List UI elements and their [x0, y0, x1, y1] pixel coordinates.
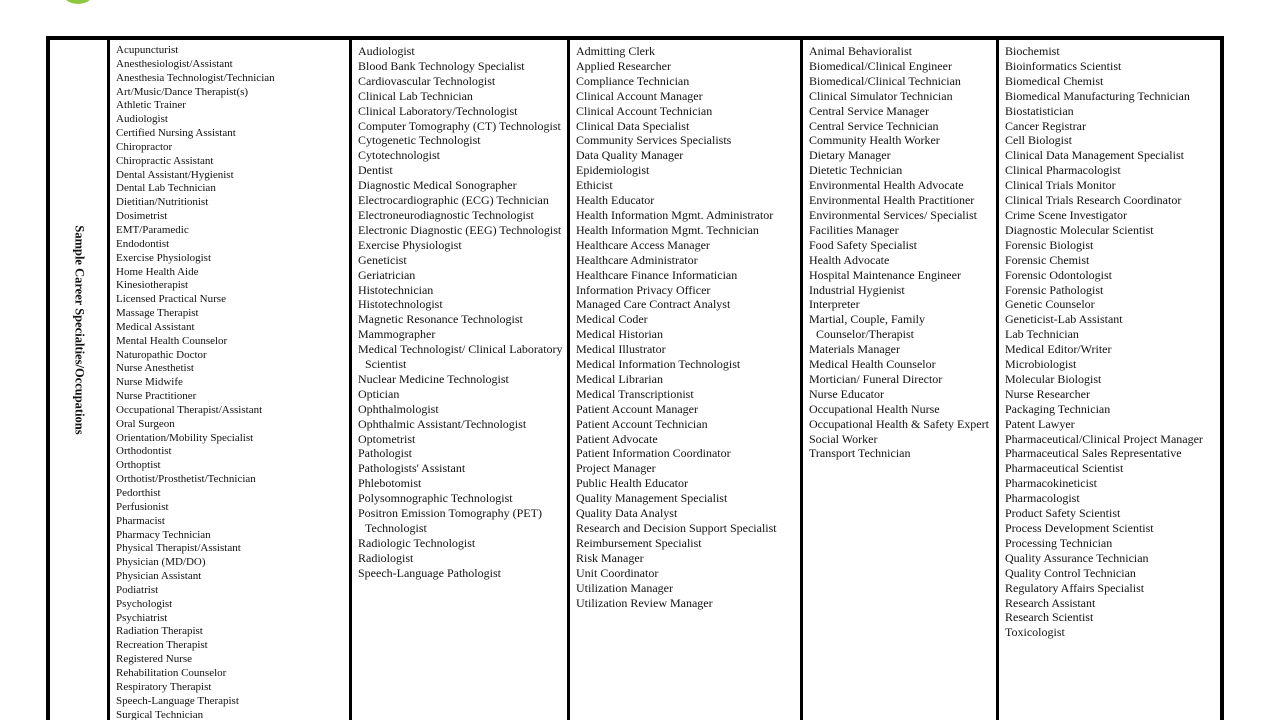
occupation-item: Optician [358, 386, 400, 401]
occupation-item: Dental Assistant/Hygienist [116, 168, 234, 181]
occupation-item: Regulatory Affairs Specialist [1005, 580, 1145, 595]
occupation-item: Community Health Worker [809, 133, 940, 148]
occupation-item: Dentist [358, 163, 393, 178]
occupation-item: Athletic Trainer [116, 99, 186, 112]
occupation-item: Facilities Manager [809, 222, 899, 237]
occupation-item: Medical Coder [576, 312, 648, 327]
occupation-item: Molecular Biologist [1005, 371, 1102, 386]
occupation-item: Quality Control Technician [1005, 565, 1136, 580]
column-3 [567, 40, 800, 720]
occupation-item: Biostatistician [1005, 103, 1074, 118]
occupation-item: Mammographer [358, 327, 436, 342]
occupation-item: Data Quality Manager [576, 148, 684, 163]
occupation-item: Clinical Laboratory/Technologist [358, 103, 518, 118]
occupation-item: Patient Advocate [576, 431, 658, 446]
occupation-item: Lab Technician [1005, 327, 1079, 342]
occupation-item: Microbiologist [1005, 357, 1077, 372]
occupation-item: Cytotechnologist [358, 148, 440, 163]
occupation-item: Patient Account Manager [576, 401, 698, 416]
occupation-item: Information Privacy Officer [576, 282, 711, 297]
occupation-item: Physician (MD/DO) [116, 556, 206, 569]
occupation-item: Nurse Educator [809, 386, 884, 401]
occupation-item: Compliance Technician [576, 73, 690, 88]
occupation-item: Occupational Therapist/Assistant [116, 403, 263, 416]
occupation-item: Clinical Lab Technician [358, 88, 473, 103]
occupation-item: Nurse Anesthetist [116, 362, 194, 375]
occupation-item: Speech-Language Pathologist [358, 565, 501, 580]
occupation-item: Dietary Manager [809, 148, 891, 163]
occupation-item: Pedorthist [116, 487, 161, 499]
occupation-list [576, 44, 800, 610]
occupation-item: Cancer Registrar [1005, 118, 1086, 133]
occupation-item: Pharmacist [116, 514, 165, 527]
occupation-item: Physician Assistant [116, 570, 202, 583]
occupation-item: Certified Nursing Assistant [116, 127, 236, 140]
occupation-item: Epidemiologist [576, 163, 650, 178]
occupation-item: Genetic Counselor [1005, 297, 1095, 312]
column-2 [349, 40, 567, 720]
occupation-item: Crime Scene Investigator [1005, 207, 1127, 222]
occupation-item: Research and Decision Support Specialist [576, 521, 777, 535]
side-label-cell [50, 40, 107, 720]
occupation-item: Phlebotomist [358, 476, 422, 491]
occupation-item: Exercise Physiologist [116, 251, 212, 264]
occupation-item: Anesthesiologist/Assistant [116, 57, 233, 70]
occupation-list [809, 44, 996, 461]
occupation-item: Oral Surgeon [116, 417, 175, 430]
occupation-item: Utilization Manager [576, 580, 673, 595]
occupation-item: Environmental Health Practitioner [809, 193, 975, 208]
occupation-item: Art/Music/Dance Therapist(s) [116, 85, 249, 98]
occupation-item: Healthcare Finance Informatician [576, 267, 738, 282]
occupation-item: Pharmaceutical/Clinical Project Manager [1005, 431, 1203, 446]
occupation-item: Psychiatrist [116, 611, 168, 624]
occupation-item: Public Health Educator [576, 476, 688, 491]
occupation-item: Nuclear Medicine Technologist [358, 371, 509, 386]
occupation-item: Packaging Technician [1005, 401, 1111, 416]
occupation-item: Diagnostic Medical Sonographer [358, 178, 517, 193]
occupation-item: Clinical Simulator Technician [809, 88, 953, 103]
occupation-item: Reimbursement Specialist [576, 535, 702, 550]
occupation-item: Clinical Pharmacologist [1005, 163, 1121, 178]
occupation-item: Mental Health Counselor [116, 334, 228, 347]
occupation-item: Pathologists' Assistant [358, 461, 466, 476]
occupation-item: Healthcare Administrator [576, 252, 698, 267]
occupation-item: Materials Manager [809, 342, 900, 357]
occupation-item: Health Information Mgmt. Technician [576, 222, 759, 237]
occupation-item: Optometrist [358, 431, 416, 446]
occupation-item: Clinical Account Manager [576, 88, 703, 103]
occupation-item: Electroneurodiagnostic Technologist [358, 207, 534, 222]
occupation-item: Pharmacy Technician [116, 528, 211, 541]
occupation-item: Medical Information Technologist [576, 357, 741, 372]
occupation-item: Magnetic Resonance Technologist [358, 312, 523, 327]
occupation-item: Ophthalmic Assistant/Technologist [358, 416, 527, 431]
occupation-item: Social Worker [809, 431, 878, 446]
occupation-item: Audiologist [358, 44, 415, 58]
occupation-item: Forensic Odontologist [1005, 267, 1112, 282]
occupation-item: Chiropractic Assistant [116, 154, 214, 167]
occupation-item: Geriatrician [358, 267, 416, 282]
occupations-table [46, 36, 1224, 720]
occupation-item: Unit Coordinator [576, 565, 659, 580]
occupation-item: Dietetic Technician [809, 163, 903, 178]
occupation-item: Orientation/Mobility Specialist [116, 431, 254, 444]
occupation-item: Community Services Specialists [576, 133, 732, 148]
occupation-item: Toxicologist [1005, 625, 1065, 640]
occupation-item: Speech-Language Therapist [116, 694, 239, 707]
occupation-item: Risk Manager [576, 550, 644, 565]
occupation-item: Medical Illustrator [576, 342, 666, 357]
occupation-item: Food Safety Specialist [809, 237, 917, 252]
occupation-item: Environmental Services/ Specialist [809, 207, 977, 222]
occupation-item: Clinical Data Specialist [576, 118, 690, 133]
occupation-item: Medical Health Counselor [809, 357, 936, 372]
occupation-item: Occupational Health & Safety Expert [809, 416, 989, 431]
occupation-item: Diagnostic Molecular Scientist [1005, 222, 1154, 237]
occupation-item: Applied Researcher [576, 58, 671, 73]
occupation-item: Clinical Data Management Specialist [1005, 148, 1184, 163]
column-5 [996, 40, 1220, 720]
occupation-item: Product Safety Scientist [1005, 506, 1121, 521]
occupation-item: Biochemist [1005, 44, 1060, 58]
occupation-item: Orthodontist [116, 445, 172, 458]
occupation-item: Ophthalmologist [358, 401, 439, 416]
occupation-item: Martial, Couple, Family Counselor/Therapist [809, 312, 925, 342]
occupation-item: Interpreter [809, 297, 860, 312]
occupation-item: Perfusionist [116, 500, 169, 513]
occupation-item: Managed Care Contract Analyst [576, 297, 731, 312]
occupation-item: Endodontist [116, 237, 170, 250]
occupation-list [1005, 44, 1220, 640]
occupation-item: Ethicist [576, 178, 613, 193]
occupation-item: Podiatrist [116, 583, 159, 596]
occupation-item: Pharmaceutical Sales Representative [1005, 446, 1182, 461]
occupation-item: Quality Management Specialist [576, 491, 728, 506]
occupation-item: Bioinformatics Scientist [1005, 58, 1122, 73]
occupation-item: Forensic Pathologist [1005, 282, 1104, 297]
occupation-item: Quality Data Analyst [576, 506, 678, 521]
occupation-item: Histotechnologist [358, 297, 443, 312]
occupation-item: EMT/Paramedic [116, 223, 189, 236]
occupation-item: Environmental Health Advocate [809, 178, 964, 193]
occupation-item: Pathologist [358, 446, 413, 461]
occupation-item: Biomedical Chemist [1005, 73, 1104, 88]
occupation-item: Licensed Practical Nurse [116, 293, 226, 306]
occupation-item: Rehabilitation Counselor [116, 666, 227, 679]
occupation-item: Recreation Therapist [116, 639, 208, 652]
occupation-item: Radiologist [358, 550, 414, 565]
occupation-item: Radiologic Technologist [358, 535, 476, 550]
occupation-item: Dental Lab Technician [116, 182, 216, 195]
occupation-item: Medical Historian [576, 327, 663, 342]
occupation-item: Registered Nurse [116, 653, 193, 666]
occupation-item: Geneticist [358, 252, 407, 267]
occupation-item: Project Manager [576, 461, 656, 476]
occupation-item: Admitting Clerk [576, 44, 655, 58]
occupation-item: Cardiovascular Technologist [358, 73, 496, 88]
occupation-item: Positron Emission Tomography (PET) Technologist [358, 506, 542, 535]
occupation-item: Clinical Account Technician [576, 103, 713, 118]
occupation-list [358, 44, 567, 581]
occupation-item: Clinical Trials Research Coordinator [1005, 193, 1182, 208]
occupation-item: Cell Biologist [1005, 133, 1073, 148]
occupation-item: Home Health Aide [116, 265, 199, 278]
occupation-item: Electronic Diagnostic (EEG) Technologist [358, 222, 562, 237]
column-1 [107, 40, 349, 720]
occupation-item: Polysomnographic Technologist [358, 491, 513, 506]
occupation-item: Health Advocate [809, 252, 890, 267]
occupation-item: Animal Behavioralist [809, 44, 912, 58]
occupation-item: Nurse Researcher [1005, 386, 1090, 401]
occupation-item: Medical Librarian [576, 371, 663, 386]
occupation-item: Nurse Midwife [116, 376, 183, 389]
occupation-item: Geneticist-Lab Assistant [1005, 312, 1123, 327]
logo-arc-shape [58, 0, 98, 4]
occupation-item: Processing Technician [1005, 535, 1113, 550]
occupation-item: Psychologist [116, 597, 173, 610]
occupation-item: Computer Tomography (CT) Technologist [358, 118, 561, 133]
occupation-item: Medical Assistant [116, 320, 195, 333]
occupation-item: Quality Assurance Technician [1005, 550, 1149, 565]
occupation-list [116, 44, 349, 720]
occupation-item: Health Educator [576, 193, 655, 208]
occupation-item: Pharmacokineticist [1005, 476, 1097, 491]
occupation-item: Health Information Mgmt. Administrator [576, 207, 774, 222]
occupation-item: Patient Account Technician [576, 416, 708, 431]
occupation-item: Massage Therapist [116, 307, 199, 320]
occupation-item: Occupational Health Nurse [809, 401, 940, 416]
occupation-item: Mortician/ Funeral Director [809, 371, 943, 386]
occupation-item: Orthoptist [116, 459, 161, 472]
occupation-item: Chiropractor [116, 140, 173, 153]
occupation-item: Physical Therapist/Assistant [116, 542, 241, 555]
occupation-item: Research Assistant [1005, 595, 1096, 610]
occupation-item: Nurse Practitioner [116, 390, 197, 403]
occupation-item: Clinical Trials Monitor [1005, 178, 1116, 193]
occupation-item: Patent Lawyer [1005, 416, 1075, 431]
occupation-item: Surgical Technician [116, 708, 204, 720]
occupation-item: Healthcare Access Manager [576, 237, 710, 252]
occupation-item: Audiologist [116, 113, 168, 126]
side-label: Sample Career Specialties/Occupations [72, 225, 86, 435]
occupation-item: Anesthesia Technologist/Technician [116, 71, 275, 84]
occupation-item: Research Scientist [1005, 610, 1094, 625]
occupation-item: Acupuncturist [116, 44, 179, 56]
brand-logo-fragment [58, 0, 98, 12]
occupation-item: Naturopathic Doctor [116, 348, 207, 361]
occupation-item: Medical Technologist/ Clinical Laboratory Scientist [358, 342, 563, 372]
occupation-item: Orthotist/Prosthetist/Technician [116, 473, 256, 486]
occupation-item: Radiation Therapist [116, 625, 203, 638]
occupation-item: Utilization Review Manager [576, 595, 713, 610]
occupation-item: Central Service Manager [809, 103, 929, 118]
occupation-item: Respiratory Therapist [116, 680, 212, 693]
occupation-item: Central Service Technician [809, 118, 939, 133]
occupation-item: Blood Bank Technology Specialist [358, 58, 525, 73]
occupation-item: Dosimetrist [116, 210, 168, 223]
occupation-item: Kinesiotherapist [116, 279, 189, 292]
occupation-item: Patient Information Coordinator [576, 446, 731, 461]
occupation-item: Biomedical/Clinical Engineer [809, 58, 952, 73]
occupation-item: Histotechnician [358, 282, 434, 297]
occupation-item: Biomedical Manufacturing Technician [1005, 88, 1190, 103]
occupation-item: Transport Technician [809, 446, 911, 461]
occupation-item: Biomedical/Clinical Technician [809, 73, 961, 88]
occupation-item: Forensic Chemist [1005, 252, 1090, 267]
occupation-item: Pharmacologist [1005, 491, 1080, 506]
occupation-item: Pharmaceutical Scientist [1005, 461, 1124, 476]
occupation-item: Process Development Scientist [1005, 521, 1154, 535]
occupation-item: Cytogenetic Technologist [358, 133, 481, 148]
occupation-item: Forensic Biologist [1005, 237, 1094, 252]
occupation-item: Medical Editor/Writer [1005, 342, 1112, 357]
occupation-item: Hospital Maintenance Engineer [809, 267, 961, 282]
occupation-item: Industrial Hygienist [809, 282, 905, 297]
column-4 [800, 40, 996, 720]
occupation-item: Exercise Physiologist [358, 237, 462, 252]
occupation-item: Electrocardiographic (ECG) Technician [358, 193, 549, 208]
occupation-item: Dietitian/Nutritionist [116, 196, 209, 209]
occupation-item: Medical Transcriptionist [576, 386, 694, 401]
